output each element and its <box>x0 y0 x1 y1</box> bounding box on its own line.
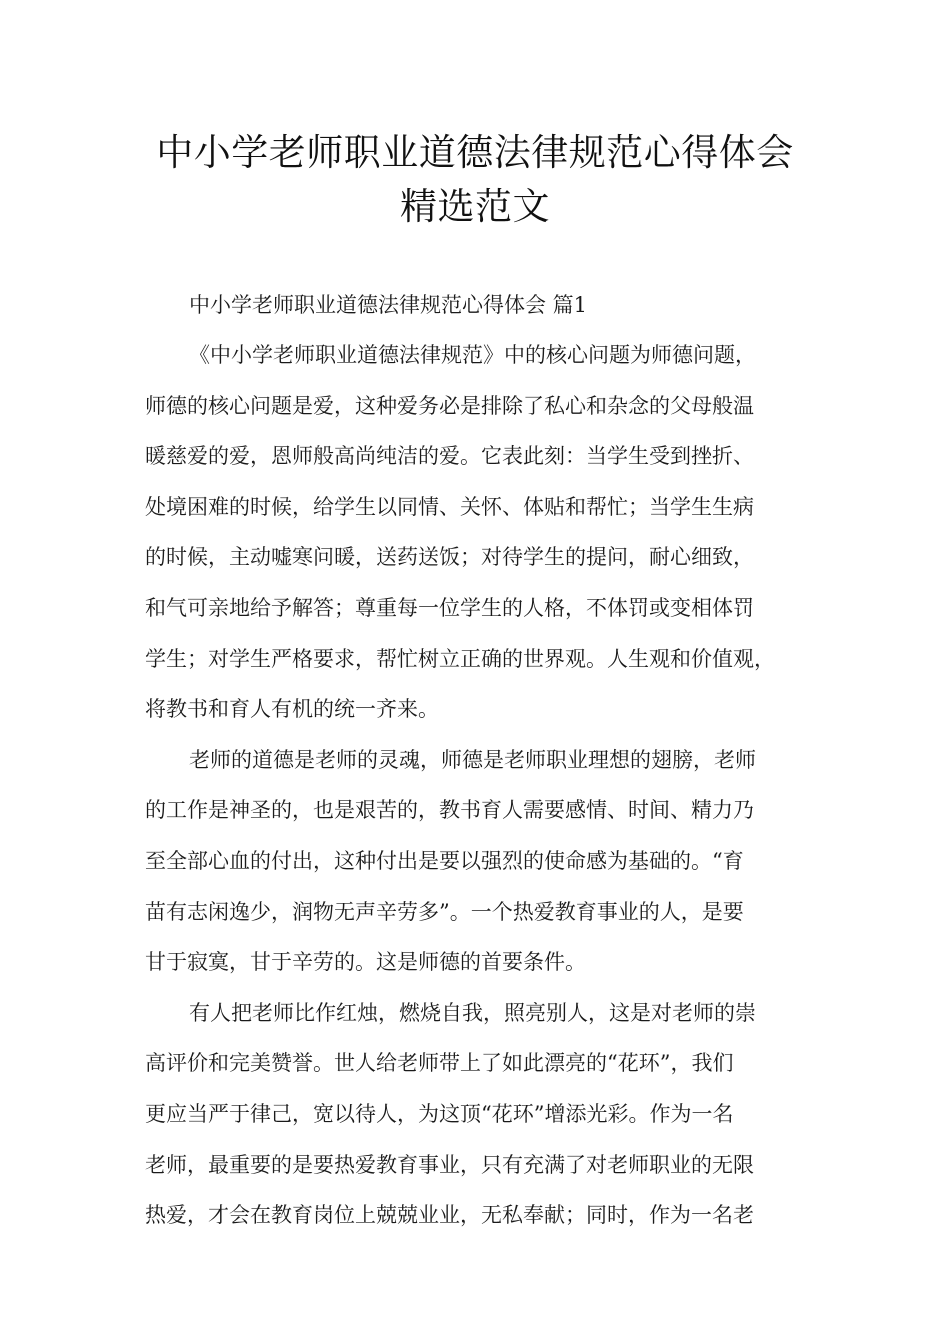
paragraph-3 <box>145 988 825 1241</box>
text-line: 至全部心血的付出，这种付出是要以强烈的使命感为基础的。“育 <box>145 848 744 873</box>
text-line: 处境困难的时候，给学生以同情、关怀、体贴和帮忙；当学生生病 <box>145 494 754 519</box>
text-line: 甘于寂寞，甘于辛劳的。这是师德的首要条件。 <box>145 950 586 975</box>
text-line: 暖慈爱的爱，恩师般高尚纯洁的爱。它表此刻：当学生受到挫折、 <box>145 444 754 469</box>
text-line: 老师，最重要的是要热爱教育事业，只有充满了对老师职业的无限 <box>145 1152 754 1177</box>
text-line: 有人把老师比作红烛，燃烧自我，照亮别人，这是对老师的崇 <box>189 1000 756 1025</box>
text-line: 师德的核心问题是爱，这种爱务必是排除了私心和杂念的父母般温 <box>145 393 754 418</box>
paragraph-1 <box>145 330 825 735</box>
text-line: 《中小学老师职业道德法律规范》中的核心问题为师德问题， <box>189 343 756 367</box>
text-line: 更应当严于律己，宽以待人，为这顶“花环”增添光彩。作为一名 <box>145 1101 734 1126</box>
title-line-2: 精选范文 <box>400 185 550 228</box>
text-line: 热爱，才会在教育岗位上兢兢业业，无私奉献；同时，作为一名老 <box>145 1203 754 1228</box>
text-line: 学生；对学生严格要求，帮忙树立正确的世界观。人生观和价值观， <box>145 646 775 671</box>
title-line-1: 中小学老师职业道德法律规范心得体会 <box>156 131 794 174</box>
text-line: 高评价和完美赞誉。世人给老师带上了如此漂亮的“花环”，我们 <box>145 1051 734 1076</box>
text-line: 苗有志闲逸少，润物无声辛劳多”。一个热爱教育事业的人，是要 <box>145 899 744 924</box>
text-line: 和气可亲地给予解答；尊重每一位学生的人格，不体罚或变相体罚 <box>145 595 754 620</box>
text-line: 的工作是神圣的，也是艰苦的，教书育人需要感情、时间、精力乃 <box>145 798 754 823</box>
text-line: 的时候，主动嘘寒问暖，送药送饭；对待学生的提问，耐心细致， <box>145 545 754 570</box>
text-line: 将教书和育人有机的统一齐来。 <box>145 697 439 722</box>
document-title <box>0 126 950 234</box>
text-line: 老师的道德是老师的灵魂，师德是老师职业理想的翅膀，老师 <box>189 747 756 772</box>
paragraph-2 <box>145 735 825 988</box>
document-body <box>145 280 825 1241</box>
section-heading: 中小学老师职业道德法律规范心得体会 篇1 <box>189 293 588 317</box>
